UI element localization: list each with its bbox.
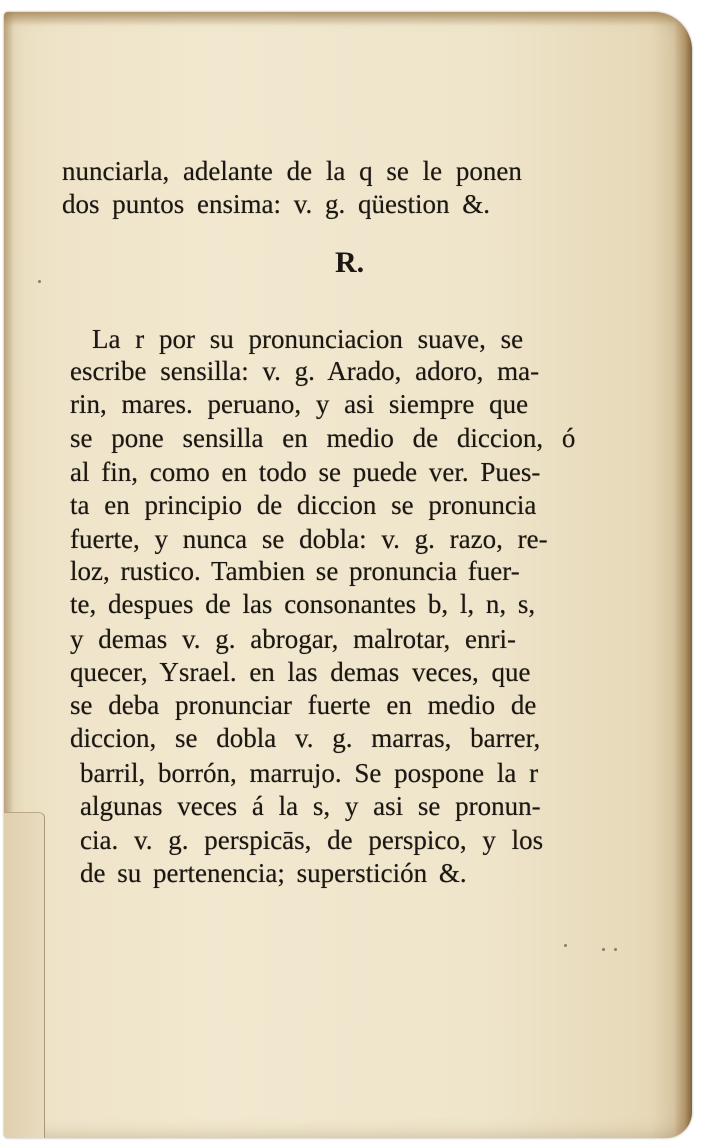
text-line: se deba pronunciar fuerte en medio de — [70, 690, 537, 720]
text-line: nunciarla, adelante de la q se le ponen — [62, 156, 522, 186]
text-line: diccion, se dobla v. g. marras, barrer, — [70, 723, 541, 753]
text-line: La r por su pronunciacion suave, se — [92, 324, 524, 354]
text-line: de su pertenencia; superstición &. — [80, 858, 467, 888]
paper-speck — [614, 948, 617, 951]
text-line: al fin, como en todo se puede ver. Pues- — [70, 457, 541, 487]
text-line: quecer, Ysrael. en las demas veces, que — [70, 657, 531, 687]
text-line: barril, borrón, marrujo. Se pospone la r — [80, 758, 539, 788]
paper-speck — [564, 944, 567, 947]
text-line: cia. v. g. perspicās, de perspico, y los — [80, 825, 544, 855]
text-line: rin, mares. peruano, y asi siempre que — [70, 389, 529, 419]
paper-speck — [38, 280, 41, 283]
text-line: te, despues de las consonantes b, l, n, s, — [70, 589, 536, 619]
paper-speck — [602, 948, 605, 951]
text-line: escribe sensilla: v. g. Arado, adoro, ma- — [70, 356, 540, 386]
book-page — [4, 12, 692, 1138]
text-line: loz, rustico. Tambien se pronuncia fuer- — [70, 556, 520, 586]
text-line: algunas veces á la s, y asi se pronun- — [80, 791, 541, 821]
section-heading: R. — [335, 246, 365, 279]
page-text — [4, 12, 692, 1138]
text-line: dos puntos ensima: v. g. qüestion &. — [62, 189, 490, 219]
text-line: se pone sensilla en medio de diccion, ó — [70, 423, 576, 453]
text-line: ta en principio de diccion se pronuncia — [70, 490, 537, 520]
text-line: y demas v. g. abrogar, malrotar, enri- — [70, 624, 516, 654]
text-line: fuerte, y nunca se dobla: v. g. razo, re- — [70, 524, 548, 554]
